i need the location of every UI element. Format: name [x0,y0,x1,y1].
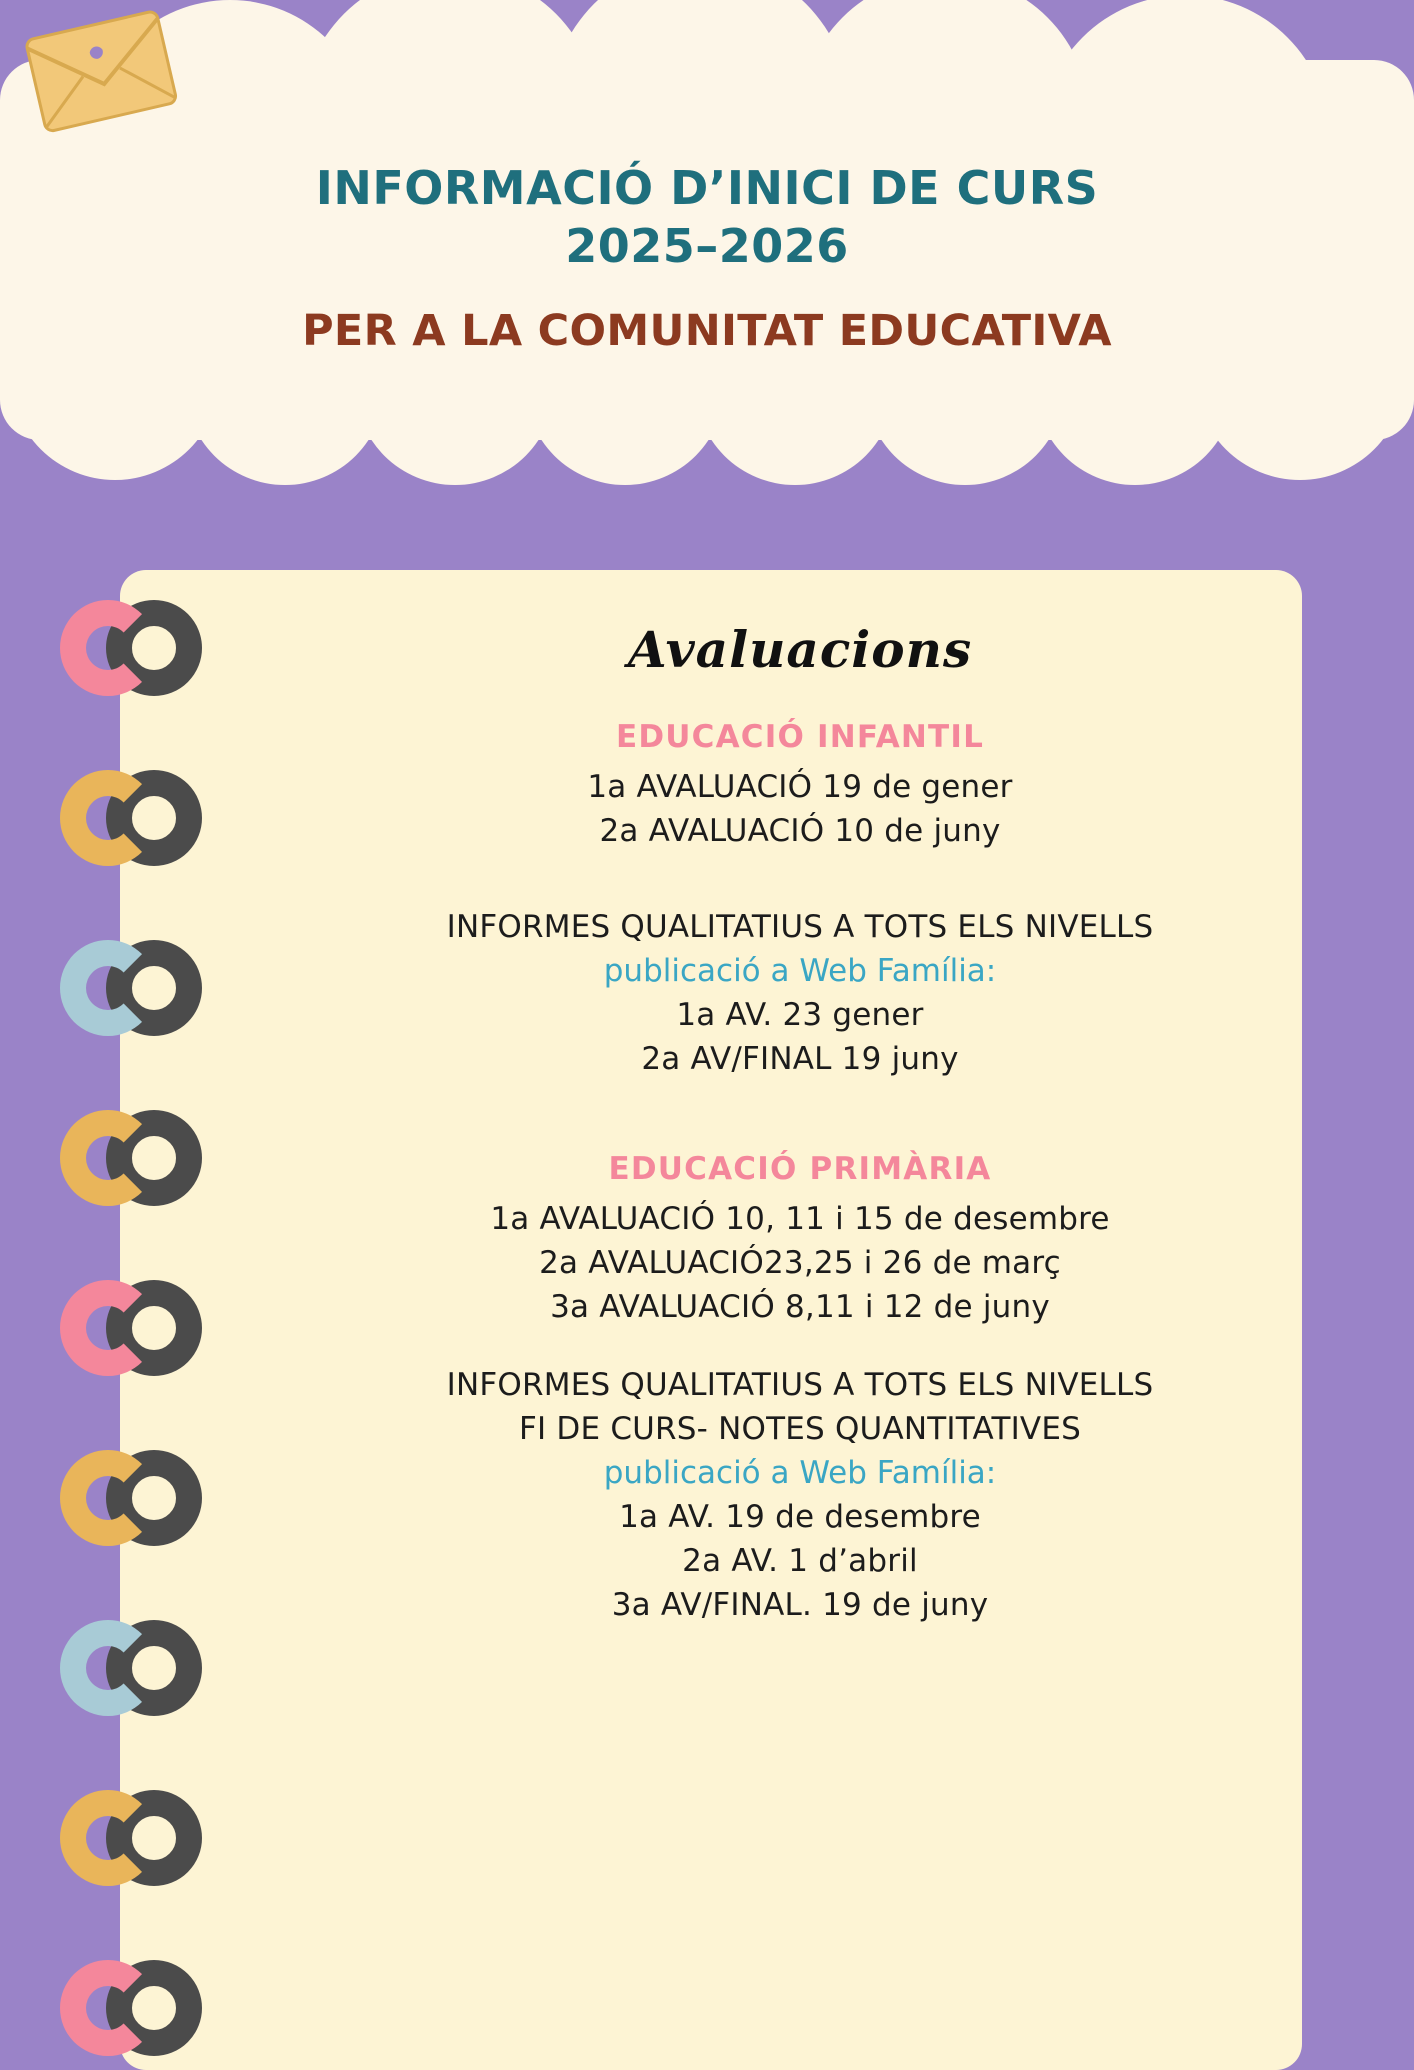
spiral-ring [60,600,205,710]
primaria-eval-line-2: 2a AVALUACIÓ23,25 i 26 de març [539,1245,1061,1282]
primaria-publication-line-2: 2a AV. 1 d’abril [682,1543,918,1580]
infantil-eval-line-1: 1a AVALUACIÓ 19 de gener [587,769,1013,805]
header-text-block [0,160,1414,356]
page-title-line-2: 2025–2026 [565,218,849,273]
spiral-ring [60,1960,205,2070]
spiral-binding [60,600,260,2000]
infantil-publication-line-2: 2a AV/FINAL 19 juny [641,1041,959,1078]
spiral-ring [60,1790,205,1900]
spiral-ring [60,1450,205,1560]
primaria-eval-line-1: 1a AVALUACIÓ 10, 11 i 15 de desembre [490,1201,1110,1238]
primaria-reports-title-1: INFORMES QUALITATIUS A TOTS ELS NIVELLS [446,1367,1154,1404]
spiral-ring [60,940,205,1050]
notebook-content [330,590,1270,1627]
notebook-page [120,570,1302,2070]
page-subtitle: PER A LA COMUNITAT EDUCATIVA [302,305,1112,356]
notebook-heading: Avaluacions [627,620,973,679]
page-title-line-1: INFORMACIÓ D’INICI DE CURS [315,161,1099,215]
infantil-publication-line-1: 1a AV. 23 gener [676,997,924,1034]
infantil-reports-title-1: INFORMES QUALITATIUS A TOTS ELS NIVELLS [446,909,1154,946]
primaria-publication-line-1: 1a AV. 19 de desembre [619,1499,981,1536]
primaria-reports-title-2: FI DE CURS- NOTES QUANTITATIVES [518,1411,1082,1448]
spiral-ring [60,1620,205,1730]
primaria-eval-line-3: 3a AVALUACIÓ 8,11 i 12 de juny [550,1289,1050,1326]
infantil-eval-line-2: 2a AVALUACIÓ 10 de juny [599,813,1001,850]
spiral-ring [60,1110,205,1220]
infantil-publication-label: publicació a Web Família: [603,953,997,990]
primaria-publication-label: publicació a Web Família: [603,1455,997,1492]
primaria-publication-line-3: 3a AV/FINAL. 19 de juny [611,1587,989,1624]
spiral-ring [60,770,205,880]
section-heading-primaria: EDUCACIÓ PRIMÀRIA [608,1151,992,1188]
section-educacio-primaria [330,1151,1270,1627]
spiral-ring [60,1280,205,1390]
section-educacio-infantil [330,719,1270,1081]
section-heading-infantil: EDUCACIÓ INFANTIL [615,719,985,755]
